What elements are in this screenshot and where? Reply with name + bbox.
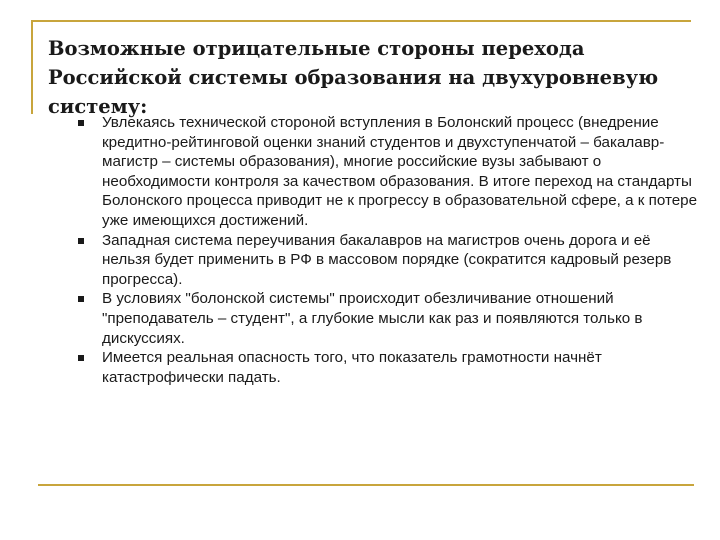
square-bullet-icon: [78, 355, 84, 361]
bullet-item-1: [78, 113, 698, 231]
top-rule: [31, 20, 691, 22]
bullet-text: Западная система переучивания бакалавров на магистров очень дорога и её нельзя будет применить в РФ в массовом порядке (сократится кадровый резерв прогресса).: [102, 231, 672, 288]
bullet-item-3: [78, 289, 698, 348]
bullet-text: Имеется реальная опасность того, что показатель грамотности начнёт катастрофически падать.: [102, 349, 602, 386]
bottom-rule: [38, 484, 694, 486]
square-bullet-icon: [78, 238, 84, 244]
square-bullet-icon: [78, 120, 84, 126]
bullet-item-2: [78, 231, 698, 290]
bullet-item-4: [78, 348, 698, 387]
left-rule: [31, 20, 33, 114]
bullet-text: В условиях "болонской системы" происходит обезличивание отношений "преподаватель – студент", а глубокие мысли как раз и появляются только в дискуссиях.: [102, 290, 643, 347]
bullet-text: Увлекаясь технической стороной вступления в Болонский процесс (внедрение кредитно-рейтинговой оценки знаний студентов и двухступенчатой – бакалавр-магистр – системы образования), многие российские вузы забывают о необходимости контроля за качеством образования. В итоге переход на стандарты Болонского процесса приводит не к прогрессу в образовательной сфере, а к потере уже имеющихся достижений.: [102, 114, 698, 229]
square-bullet-icon: [78, 296, 84, 302]
bullet-list: [78, 113, 698, 387]
slide-title: Возможные отрицательные стороны перехода Российской системы образования на двухуровневую систему:: [48, 37, 659, 118]
